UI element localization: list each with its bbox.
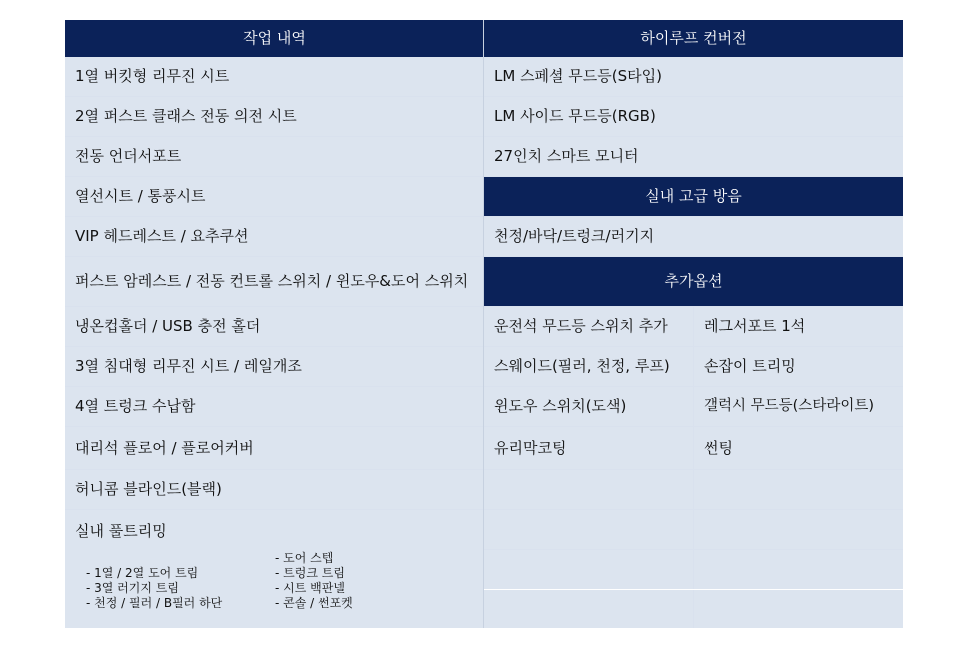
trim-item: - 트렁크 트림 (275, 566, 345, 580)
option-item: 갤럭시 무드등(스타라이트) (694, 387, 903, 426)
work-item: 열선시트 / 통풍시트 (65, 177, 484, 216)
option-empty (484, 510, 693, 549)
work-item: 1열 버킷형 리무진 시트 (65, 57, 484, 96)
hiroof-item: 27인치 스마트 모니터 (484, 137, 903, 176)
hiroof-item: LM 스페셜 무드등(S타입) (484, 57, 903, 96)
option-item: 레그서포트 1석 (694, 307, 903, 346)
work-item: 퍼스트 암레스트 / 전동 컨트롤 스위치 / 윈도우&도어 스위치 (65, 257, 484, 306)
hiroof-header: 하이루프 컨버전 (484, 20, 903, 57)
work-table (65, 20, 903, 628)
trim-item: - 시트 백판넬 (275, 581, 345, 595)
trim-item: - 도어 스텝 (275, 551, 334, 565)
work-item: VIP 헤드레스트 / 요추쿠션 (65, 217, 484, 256)
trim-item: - 1열 / 2열 도어 트림 (86, 566, 199, 580)
work-item: 대리석 플로어 / 플로어커버 (65, 427, 484, 469)
work-item: 냉온컵홀더 / USB 충전 홀더 (65, 307, 484, 346)
trim-list-left (86, 566, 222, 611)
work-item: 3열 침대형 리무진 시트 / 레일개조 (65, 347, 484, 386)
option-item: 스웨이드(필러, 천정, 루프) (484, 347, 693, 386)
option-item: 운전석 무드등 스위치 추가 (484, 307, 693, 346)
work-item: 전동 언더서포트 (65, 137, 484, 176)
sound-item: 천정/바닥/트렁크/러기지 (484, 217, 903, 256)
option-item: 유리막코팅 (484, 427, 693, 469)
option-empty (484, 470, 693, 509)
option-item: 윈도우 스위치(도색) (484, 387, 693, 426)
option-item: 손잡이 트리밍 (694, 347, 903, 386)
work-item: 2열 퍼스트 클래스 전동 의전 시트 (65, 97, 484, 136)
hiroof-item: LM 사이드 무드등(RGB) (484, 97, 903, 136)
options-header: 추가옵션 (484, 257, 903, 306)
option-empty (694, 470, 903, 509)
option-empty (694, 510, 903, 549)
trim-item: - 천정 / 필러 / B필러 하단 (86, 596, 223, 610)
trim-item: - 3열 러기지 트림 (86, 581, 179, 595)
work-header: 작업 내역 (65, 20, 484, 57)
trim-item: - 콘솔 / 썬포켓 (275, 596, 353, 610)
divider (484, 589, 903, 590)
sound-header: 실내 고급 방음 (484, 177, 903, 216)
trimming-title: 실내 풀트리밍 (75, 522, 167, 540)
trim-list-right (275, 551, 353, 611)
divider (483, 20, 484, 628)
work-item: 허니콤 블라인드(블랙) (65, 470, 484, 509)
work-item: 4열 트렁크 수납함 (65, 387, 484, 426)
option-item: 썬팅 (694, 427, 903, 469)
